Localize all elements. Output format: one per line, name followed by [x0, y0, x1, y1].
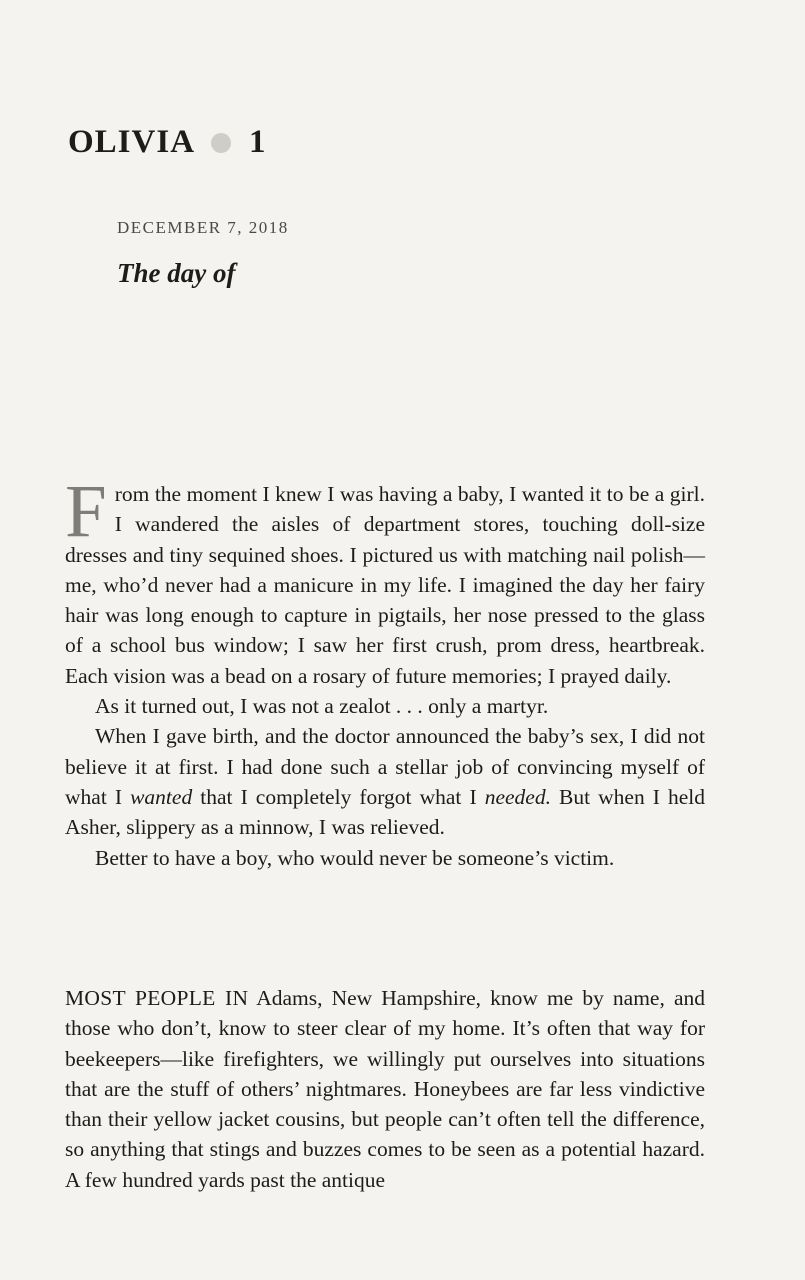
chapter-separator-dot [211, 133, 231, 153]
paragraph-5-text: Adams, New Hampshire, know me by name, and those who don’t, know to steer clear of my home. It’s often that way for beekeepers—like firefighters, we willingly put ourselves into situations that are the stuff of others’ nightmares. Honeybees are far less vindictive than their yellow jacket cousins, but people can’t often tell the difference, so anything that stings and buzzes comes to be seen as a potential hazard. A few hundred yards past the antique [65, 986, 705, 1192]
section-date: DECEMBER 7, 2018 [117, 218, 289, 237]
drop-cap: F [65, 470, 107, 553]
second-section [65, 983, 705, 1195]
chapter-number: 1 [249, 124, 267, 160]
chapter-heading [68, 124, 267, 161]
paragraph-2: As it turned out, I was not a zealot . . . only a martyr. [95, 694, 549, 719]
paragraph-5 [65, 983, 705, 1195]
paragraph-3-part-b: that I completely forgot what I [192, 784, 485, 809]
emphasis-needed: needed. [484, 784, 551, 809]
chapter-title: OLIVIA [68, 124, 196, 160]
paragraph-1-text: rom the moment I knew I was having a baby, I wanted it to be a girl. I wandered the aisles of department stores, touching doll-size dresses and tiny sequined shoes. I pictured us with matching nail polish—me, who’d never had a manicure in my life. I imagined the day her fairy hair was long enough to capture in pigtails, her nose pressed to the glass of a school bus window; I saw her first crush, prom dress, heartbreak. Each vision was a bead on a rosary of future memories; I prayed daily. [65, 482, 705, 688]
paragraph-3-part-a: When I gave birth, and the doctor announced the baby’s sex, I did not believe it at first. I had done such a stellar job of convincing myself of what I [65, 724, 705, 809]
opening-section [65, 470, 706, 873]
section-lead-in: MOST PEOPLE IN [65, 986, 249, 1010]
paragraph-4: Better to have a boy, who would never be someone’s victim. [95, 845, 615, 870]
paragraph-3 [65, 721, 705, 842]
paragraph-3-part-c: But when I held Asher, slippery as a minnow, I was relieved. [65, 784, 706, 840]
emphasis-wanted: wanted [130, 784, 193, 809]
section-subtitle: The day of [117, 258, 236, 288]
paragraph-1 [65, 470, 705, 691]
